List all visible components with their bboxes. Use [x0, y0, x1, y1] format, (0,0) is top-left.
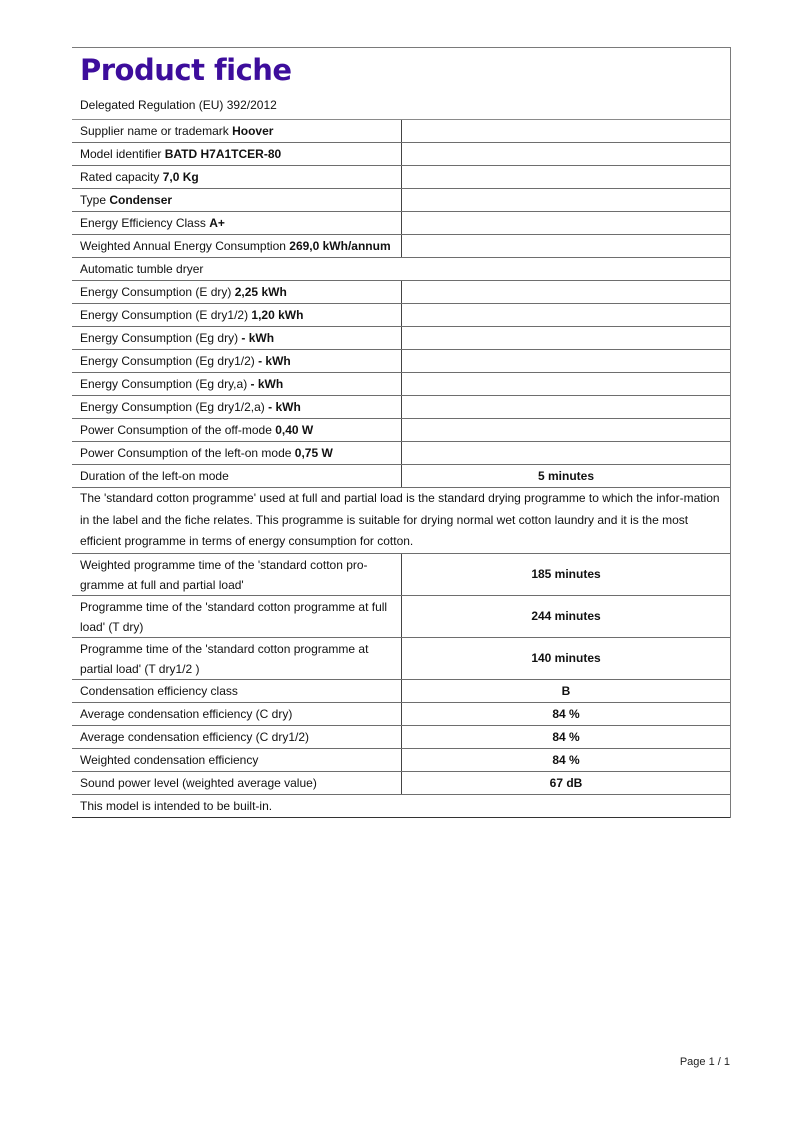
- page-title: Product fiche: [80, 53, 292, 87]
- row-label: Energy Consumption (Eg dry1/2,a): [80, 400, 265, 414]
- row-label: Sound power level (weighted average value): [72, 772, 402, 794]
- row-supplier: [72, 120, 730, 143]
- row-programme-time-full: [72, 596, 730, 638]
- row-value: 84 %: [552, 706, 580, 721]
- row-value: [402, 235, 730, 257]
- row-value: [402, 212, 730, 234]
- row-value: [402, 166, 730, 188]
- row-label: Energy Consumption (Eg dry): [80, 331, 239, 345]
- row-value: 84 %: [552, 752, 580, 767]
- row-label: Automatic tumble dryer: [80, 262, 204, 276]
- row-value: 140 minutes: [531, 651, 601, 665]
- row-energy-efficiency-class: [72, 212, 730, 235]
- row-left-on-duration: [72, 465, 730, 488]
- row-energy-eg-dry: [72, 327, 730, 350]
- row-label: Model identifier: [80, 147, 162, 161]
- row-label: Energy Consumption (E dry1/2): [80, 308, 249, 322]
- row-label: Average condensation efficiency (C dry): [72, 703, 402, 725]
- row-energy-eg-dry-half-a: [72, 396, 730, 419]
- row-value: 244 minutes: [531, 609, 601, 623]
- row-weighted-condensation: [72, 749, 730, 772]
- row-rated-capacity: [72, 166, 730, 189]
- row-model-identifier: [72, 143, 730, 166]
- row-annual-energy-consumption: [72, 235, 730, 258]
- row-inline-value: Condenser: [109, 193, 173, 207]
- product-fiche-table: [72, 47, 731, 818]
- regulation-reference: Delegated Regulation (EU) 392/2012: [80, 98, 277, 112]
- row-built-in-note: [72, 795, 730, 818]
- row-label: Average condensation efficiency (C dry1/2): [72, 726, 402, 748]
- row-inline-value: - kWh: [258, 354, 291, 368]
- row-condensation-c-dry: [72, 703, 730, 726]
- row-sound-power-level: [72, 772, 730, 795]
- row-value: B: [561, 683, 571, 698]
- row-value: 185 minutes: [531, 567, 601, 581]
- row-value: [402, 396, 730, 418]
- row-label: Weighted condensation efficiency: [72, 749, 402, 771]
- row-inline-value: BATD H7A1TCER-80: [164, 147, 282, 161]
- row-value: [402, 304, 730, 326]
- row-label: Programme time of the 'standard cotton programme at full load' (T dry): [72, 596, 402, 637]
- row-condensation-class: [72, 680, 730, 703]
- row-energy-eg-dry-a: [72, 373, 730, 396]
- row-label: The 'standard cotton programme' used at full and partial load is the standard drying programme to which the infor-mation in the label and the fiche relates. This programme is suitable for drying normal wet cotton laundry and it is the most efficient programme in terms of energy consumption for cotton.: [80, 491, 720, 548]
- row-condensation-c-dry-half: [72, 726, 730, 749]
- row-value: [402, 419, 730, 441]
- row-label: Power Consumption of the off-mode: [80, 423, 272, 437]
- row-value: [402, 442, 730, 464]
- row-value: [402, 373, 730, 395]
- row-label: Supplier name or trademark: [80, 124, 229, 138]
- row-energy-eg-dry-half: [72, 350, 730, 373]
- row-energy-e-dry: [72, 281, 730, 304]
- row-inline-value: - kWh: [268, 400, 301, 414]
- row-value: [402, 120, 730, 142]
- row-label: Power Consumption of the left-on mode: [80, 446, 292, 460]
- row-value: 84 %: [552, 729, 580, 744]
- row-label: Energy Efficiency Class: [80, 216, 206, 230]
- row-automatic-tumble-dryer: [72, 258, 730, 281]
- row-type: [72, 189, 730, 212]
- row-programme-time-partial: [72, 638, 730, 680]
- row-inline-value: 2,25 kWh: [234, 285, 287, 299]
- row-weighted-programme-time: [72, 554, 730, 596]
- row-inline-value: 1,20 kWh: [251, 308, 304, 322]
- row-label: Type: [80, 193, 107, 207]
- row-label: Weighted programme time of the 'standard cotton pro-gramme at full and partial load': [72, 554, 402, 595]
- row-inline-value: 0,75 W: [294, 446, 333, 460]
- row-value: [402, 281, 730, 303]
- row-label: Energy Consumption (E dry): [80, 285, 232, 299]
- row-inline-value: 0,40 W: [275, 423, 314, 437]
- row-inline-value: - kWh: [250, 377, 284, 391]
- row-power-left-on-mode: [72, 442, 730, 465]
- row-value: [402, 327, 730, 349]
- row-power-off-mode: [72, 419, 730, 442]
- header-block: [72, 48, 730, 120]
- row-inline-value: - kWh: [241, 331, 275, 345]
- row-label: Energy Consumption (Eg dry,a): [80, 377, 248, 391]
- row-label: Rated capacity: [80, 170, 160, 184]
- row-inline-value: 269,0 kWh/annum: [289, 239, 391, 253]
- row-inline-value: 7,0 Kg: [162, 170, 199, 184]
- row-energy-e-dry-half: [72, 304, 730, 327]
- row-value: 5 minutes: [537, 469, 594, 483]
- row-label: This model is intended to be built-in.: [80, 798, 273, 813]
- row-value: [402, 350, 730, 372]
- row-label: Condensation efficiency class: [72, 680, 402, 702]
- row-value: [402, 189, 730, 211]
- row-value: [402, 143, 730, 165]
- row-label: Programme time of the 'standard cotton programme at partial load' (T dry1/2 ): [72, 638, 402, 679]
- row-inline-value: A+: [209, 216, 225, 230]
- row-label: Duration of the left-on mode: [72, 465, 402, 487]
- row-inline-value: Hoover: [232, 124, 274, 138]
- row-standard-cotton-note: [72, 488, 730, 554]
- page-number: Page 1 / 1: [679, 1056, 730, 1068]
- row-value: 67 dB: [549, 775, 583, 790]
- row-label: Weighted Annual Energy Consumption: [80, 239, 286, 253]
- row-label: Energy Consumption (Eg dry1/2): [80, 354, 255, 368]
